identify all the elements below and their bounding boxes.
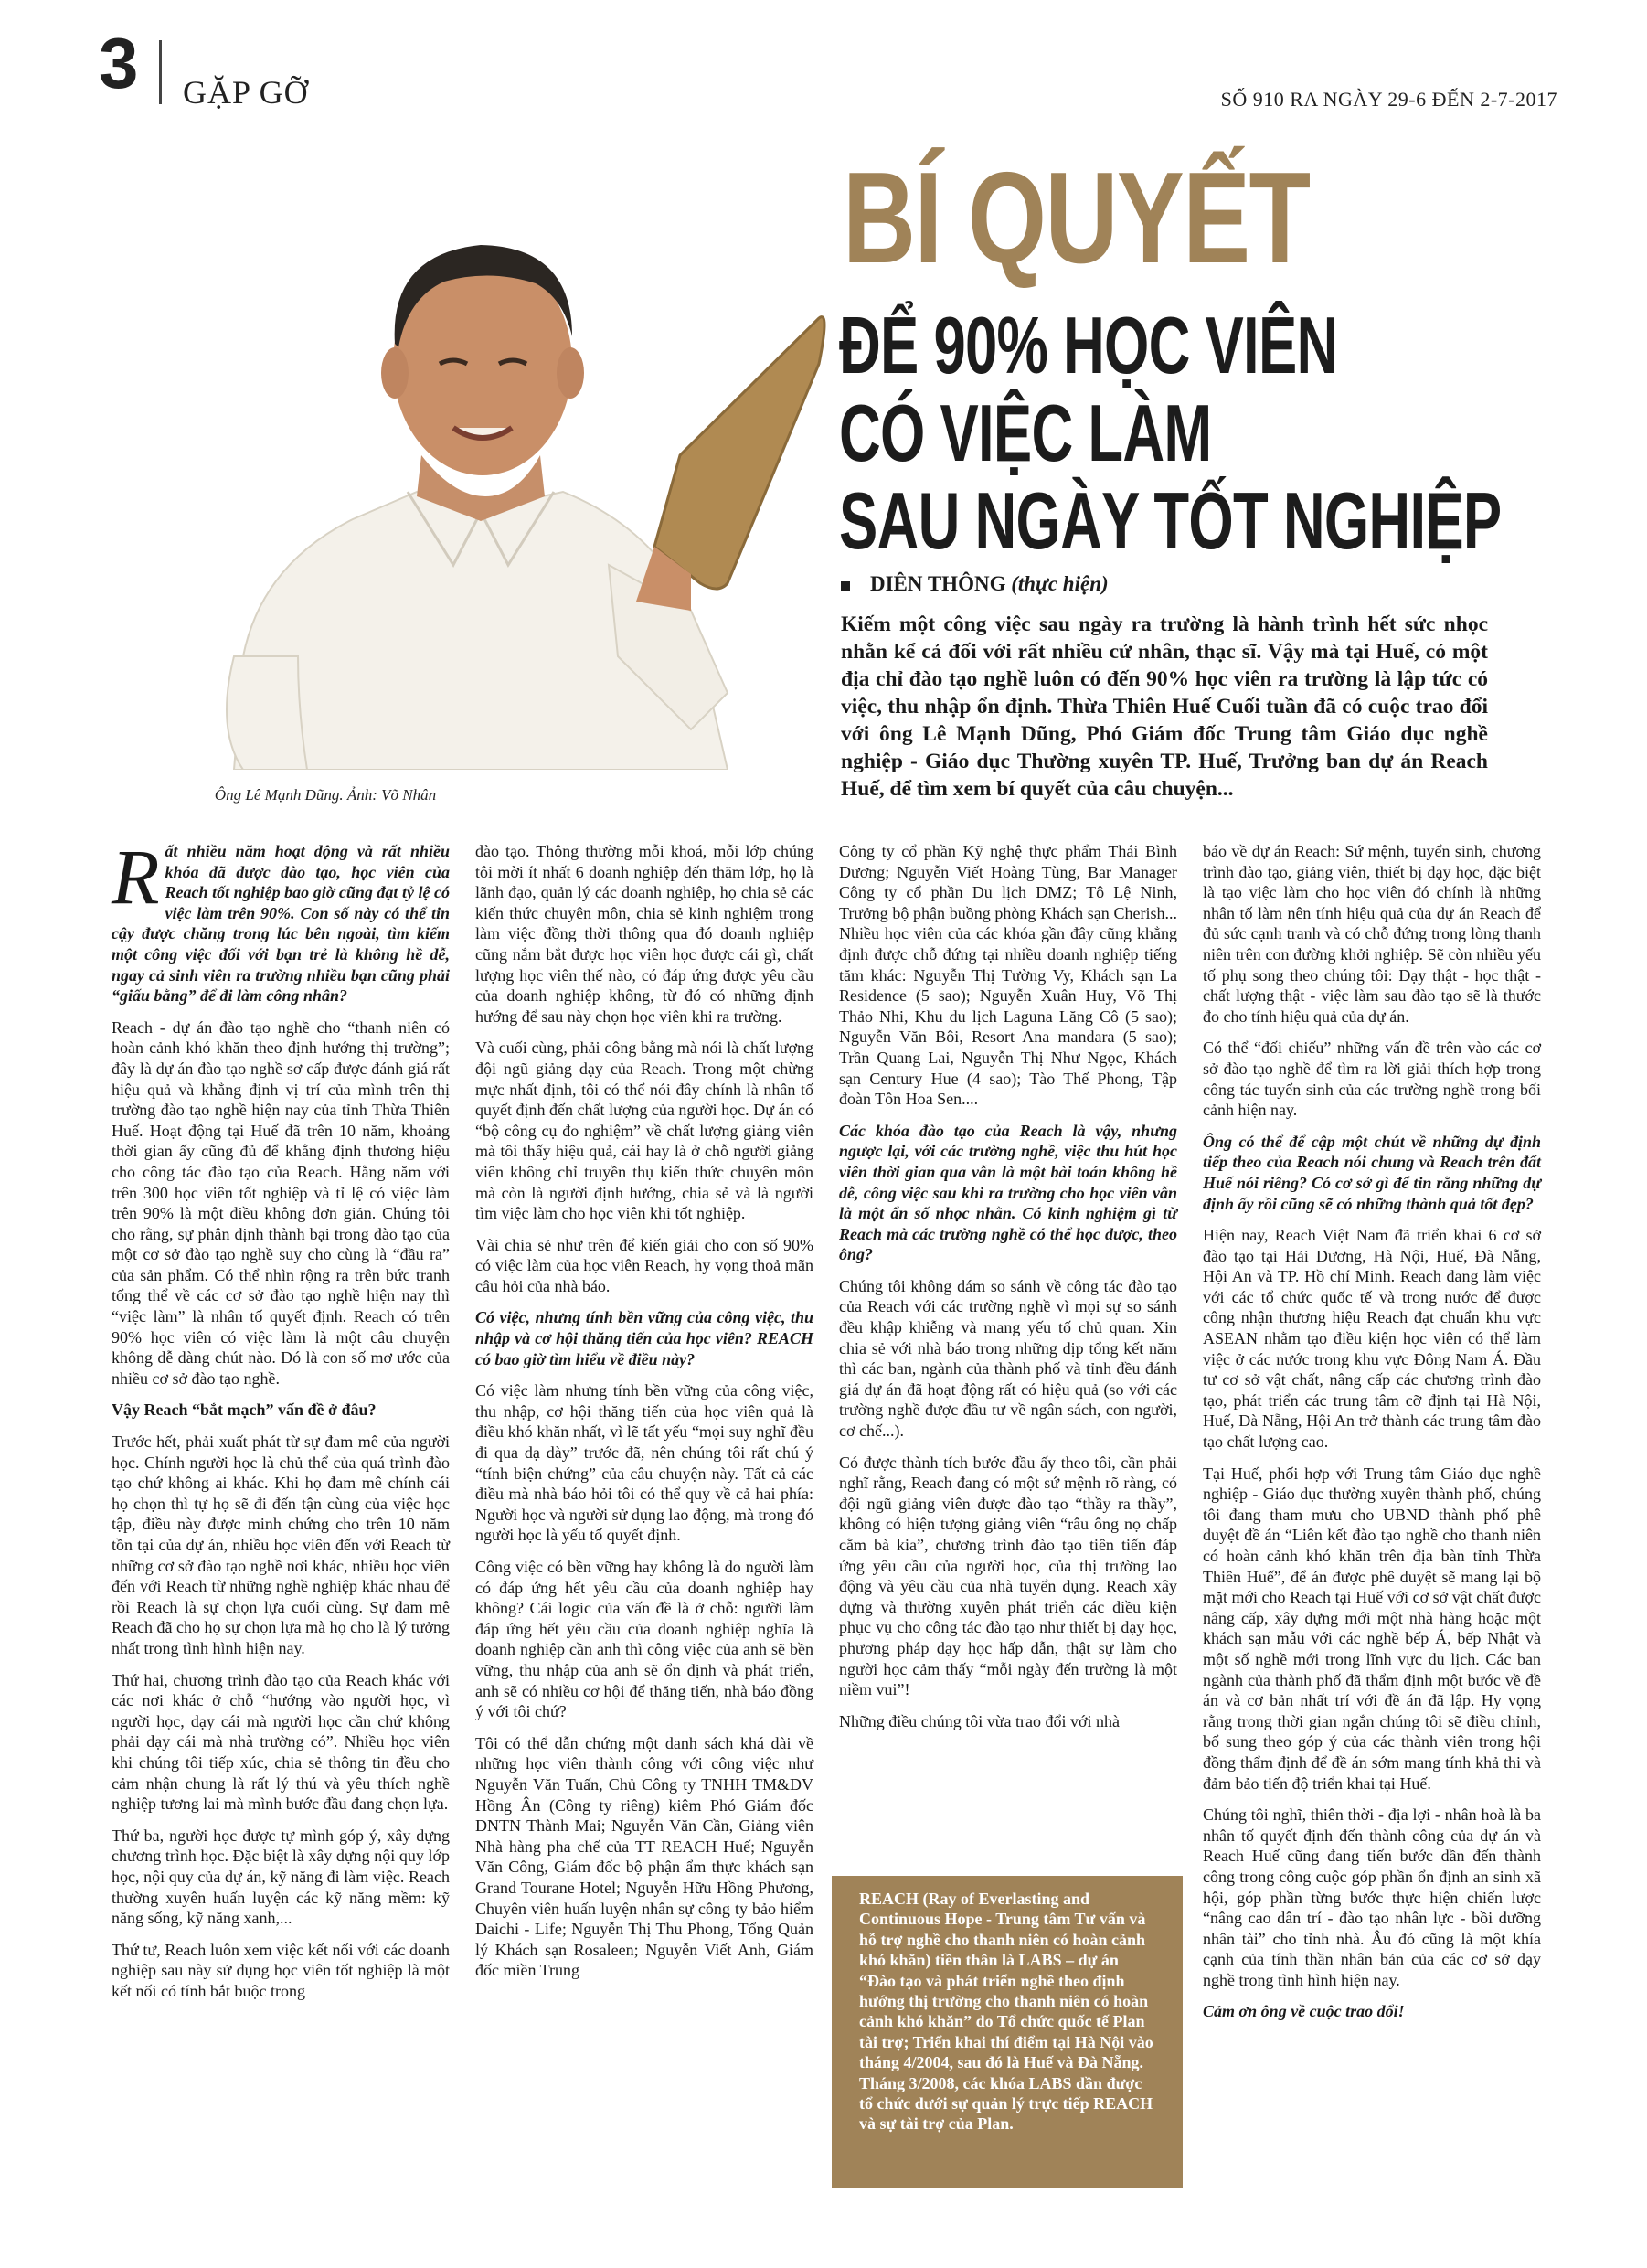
body-column-4 xyxy=(1203,841,1541,2033)
paragraph: Công việc có bền vững hay không là do người làm có đáp ứng hết yêu cầu của doanh nghiệp hay không? Cái logic của vấn đề là ở chỗ: người làm đáp ứng hết yêu cầu của doanh nghiệp nghĩa là doanh nghiệp cần anh thì công việc của anh sẽ bền vững, thu nhập của anh sẽ ổn định và phát triển, anh sẽ có nhiều cơ hội để thăng tiến, nhà báo đồng ý với tôi chứ? xyxy=(475,1558,813,1721)
header-divider xyxy=(159,40,162,104)
paragraph: Thứ tư, Reach luôn xem việc kết nối với các doanh nghiệp sau này sử dụng học viên tốt nghiệp là một kết nối có tính bắt buộc trong xyxy=(112,1940,450,2000)
paragraph: Trước hết, phải xuất phát từ sự đam mê của người học. Chính người học là chủ thể của quá trình đào tạo chứ không ai khác. Khi họ đam mê chính cái họ chọn thì tự họ sẽ đi đến tận cùng của việc học tập, điều này được minh chứng cho trên 10 năm tồn tại của dự án, nhiều học viên đến với Reach từ những cơ sở đào tạo nghề nơi khác, nhiều học viên đến với Reach từ những nghề nghiệp khác nhau để rồi Reach là sự chọn lựa cuối cùng. Sự đam mê Reach đã cho họ sự chọn lựa mà họ cho là lý tưởng nhất trong tình hình hiện nay. xyxy=(112,1432,450,1657)
portrait-photo xyxy=(179,181,830,770)
headline-sub xyxy=(839,302,1501,565)
headline-sub-line-2: CÓ VIỆC LÀM xyxy=(839,388,1212,478)
paragraph: Hiện nay, Reach Việt Nam đã triển khai 6 cơ sở đào tạo tại Hải Dương, Hà Nội, Huế, Đà Nẵng, Hội An và TP. Hồ chí Minh. Reach đang làm việc với các tổ chức quốc tế và trong nước để được công nhận thương hiệu Reach đạt chuẩn khu vực ASEAN nhằm tạo điều kiện học viên có thể làm việc ở các nước trong khu vực Đông Nam Á. Đầu tư cơ sở vật chất, nâng cấp các chương trình đào tạo, phát triển các trung tâm cỡ định tại Hà Nội, Huế, Đà Nẵng, Hội An trở thành các trung tâm đào tạo chất lượng cao. xyxy=(1203,1226,1541,1452)
paragraph: báo về dự án Reach: Sứ mệnh, tuyển sinh, chương trình đào tạo, giảng viên, thiết bị dạy học, đặc biệt là tạo việc làm cho học viên đó chính là những nhân tố làm nên tính hiệu quả của dự án Reach để đủ sức cạnh tranh và có chỗ đứng trong lòng thanh niên trên con đường khởi nghiệp. Sẽ còn nhiều yếu tố phụ song theo chúng tôi: Dạy thật - học thật - chất lượng thật - việc làm sau đào tạo sẽ là thước đo cho tính hiệu quả của dự án. xyxy=(1203,842,1541,1026)
paragraph: Thứ ba, người học được tự mình góp ý, xây dựng chương trình học. Đặc biệt là xây dựng nội quy lớp học, nội quy của dự án, kỹ năng đi làm việc. Reach thường xuyên huấn luyện các kỹ năng mềm: kỹ năng sống, kỹ năng xanh,... xyxy=(112,1826,450,1928)
paragraph: Công ty cổ phần Kỹ nghệ thực phẩm Thái Bình Dương; Nguyễn Viết Hoàng Tùng, Bar Manager Công ty cổ phần Du lịch DMZ; Tô Lệ Ninh, Trưởng bộ phận buồng phòng Khách sạn Cherish... Nhiều học viên của các khóa gần đây cũng khẳng định được chỗ đứng tại nhiều doanh nghiệp tiếng tăm khác: Nguyễn Thị Tường Vy, Khách sạn La Residence (5 sao); Nguyễn Xuân Huy, Võ Thị Thảo Nhi, Khu du lịch Laguna Lăng Cô (5 sao); Nguyễn Văn Bôi, Resort Ana mandara (5 sao); Trần Quang Lai, Nguyễn Thị Như Ngọc, Khách sạn Century Hue (4 sao); Tào Thế Phong, Tập đoàn Tôn Hoa Sen.... xyxy=(839,842,1177,1109)
paragraph: Reach - dự án đào tạo nghề cho “thanh niên có hoàn cảnh khó khăn theo định hướng thị trường”; đây là dự án đào tạo nghề sơ cấp được đánh giá rất hiệu quả và khẳng định vị trí của mình trên thị trường đào tạo nghề hiện nay của tỉnh Thừa Thiên Huế. Hoạt động tại Huế đã trên 10 năm, khoảng thời gian ấy cũng đủ để khẳng định thương hiệu cho công tác đào tạo của Reach. Hằng năm với trên 300 học viên tốt nghiệp và tỉ lệ có việc làm trên 90% là một điều không đơn giản. Chúng tôi cho rằng, sự phân định thành bại trong đào tạo của một cơ sở đào tạo nghề suy cho cùng là “đầu ra” của sản phẩm. Có thể nhìn rộng ra trên bức tranh tổng thể về các cơ sở đào tạo nghề hiện nay thì “việc làm” là nhân tố quyết định. Reach có trên 90% học viên có việc làm là một câu chuyện không dễ dàng chút nào. Đó là con số mơ ước của nhiều cơ sở đào tạo nghề. xyxy=(112,1017,450,1388)
portrait-illustration xyxy=(179,181,830,770)
headline-main: BÍ QUYẾT xyxy=(843,145,1310,291)
paragraph: đào tạo. Thông thường mỗi khoá, mỗi lớp chúng tôi mời ít nhất 6 doanh nghiệp đến thăm lớp, họ là lãnh đạo, quản lý các doanh nghiệp, họ chia sẻ các kiến thức chuyên môn, chia sẻ kinh nghiệm trong làm việc đồng thời thông qua đó doanh nghiệp cũng nắm bắt được học viên học được cái gì, chất lượng học viên thế nào, có đáp ứng được yêu cầu của doanh nghiệp không, từ đó có những định hướng để sau này chọn học viên khi ra trường. xyxy=(475,842,813,1026)
drop-cap: R xyxy=(112,833,160,921)
paragraph: Thứ hai, chương trình đào tạo của Reach khác với các nơi khác ở chỗ “hướng vào người học, vì người học, dạy cái mà người học cần chứ không phải dạy cái mà nhà trường có”. Nhiều học viên khi chúng tôi tiếp xúc, chia sẻ thông tin đều cho cảm nhận chung là rất lý thú và yêu thích nghề nghiệp tương lai mà mình bước đầu đang chọn lựa. xyxy=(112,1670,450,1814)
info-box: REACH (Ray of Everlasting and Continuous Hope - Trung tâm Tư vấn và hỗ trợ nghề cho thanh niên có hoàn cảnh khó khăn) tiền thân là LABS – dự án “Đào tạo và phát triển nghề theo định hướng thị trường cho thanh niên có hoàn cảnh khó khăn” do Tổ chức quốc tế Plan tài trợ; Triển khai thí điểm tại Hà Nội vào tháng 4/2004, sau đó là Huế và Đà Nẵng. Tháng 3/2008, các khóa LABS dần được tổ chức dưới sự quản lý trực tiếp REACH và sự tài trợ của Plan. xyxy=(832,1876,1183,2188)
paragraph: Và cuối cùng, phải công bằng mà nói là chất lượng đội ngũ giảng dạy của Reach. Trong một chừng mực nhất định, tôi có thể nói đây chính là nhân tố quyết định đến chất lượng của người học. Dự án có “bộ công cụ đo nghiệm” về chất lượng giảng viên mà tôi thấy hiệu quả, cái hay là ở chỗ người giảng viên không chỉ truyền thụ kiến thức chuyên môn mà còn là người định hướng, chia sẻ và là người tìm việc làm cho học viên khi tốt nghiệp. xyxy=(475,1038,813,1223)
subheading: Vậy Reach “bắt mạch” vấn đề ở đâu? xyxy=(112,1400,377,1420)
lead-paragraph: Kiếm một công việc sau ngày ra trường là hành trình hết sức nhọc nhằn kể cả đối với rất nhiều cử nhân, thạc sĩ. Vậy mà tại Huế, có một địa chỉ đào tạo nghề luôn có đến 90% học viên ra trường là lập tức có việc, thu nhập ổn định. Thừa Thiên Huế Cuối tuần đã có cuộc trao đổi với ông Lê Mạnh Dũng, Phó Giám đốc Trung tâm Giáo dục nghề nghiệp - Giáo dục Thường xuyên TP. Huế, Trưởng ban dự án Reach Huế, để tìm xem bí quyết của câu chuyện... xyxy=(841,612,1488,801)
interview-question: Các khóa đào tạo của Reach là vậy, nhưng ngược lại, với các trường nghề, việc thu hút học viên thời gian qua vẫn là một bài toán không hề dễ, công việc sau khi ra trường cho học viên vẫn là một ẩn số nhọc nhằn. Có kinh nghiệm gì từ Reach mà các trường nghề có thể học được, theo ông? xyxy=(839,1121,1177,1264)
closing-thanks: Cảm ơn ông về cuộc trao đổi! xyxy=(1203,2002,1405,2021)
issue-date: SỐ 910 RA NGÀY 29-6 ĐẾN 2-7-2017 xyxy=(1220,88,1557,111)
intro-question-text: ất nhiều năm hoạt động và rất nhiều khóa đã được đào tạo, học viên của Reach tốt nghiệp bao giờ cũng đạt tỷ lệ có việc làm trên 90%. Con số này có thể tin cậy được chăng trong lúc bên ngoài, tìm kiếm một công việc đối với bạn trẻ là không hề dễ, ngay cả sinh viên ra trường nhiều bạn cũng phải “giấu bằng” để đi làm công nhân? xyxy=(112,842,450,1006)
paragraph: Vài chia sẻ như trên để kiến giải cho con số 90% có việc làm của học viên Reach, hy vọng thoả mãn câu hỏi của nhà báo. xyxy=(475,1235,813,1295)
paragraph: Có việc làm nhưng tính bền vững của công việc, thu nhập, cơ hội thăng tiến của học viên quả là điều khó khăn nhất, vì lẽ tất yếu “mọi suy nghĩ đều đi qua dạ dày” trước đã, nên chúng tôi rất chú ý “tính biện chứng” của câu chuyện này. Tất cả các điều mà nhà báo hỏi tôi có thể quy về cả hai phía: Người học và người sử dụng lao động, mà trong đó người học là yếu tố quyết định. xyxy=(475,1381,813,1545)
intro-question xyxy=(112,833,450,1006)
body-column-3 xyxy=(839,841,1177,1742)
headline-sub-line-1: ĐỂ 90% HỌC VIÊN xyxy=(839,300,1338,390)
byline xyxy=(841,572,1109,596)
body-column-1 xyxy=(112,833,450,2012)
paragraph: Có thể “đối chiếu” những vấn đề trên vào các cơ sở đào tạo nghề để tìm ra lời giải thích hợp trong công tác tuyển sinh của các trường nghề trong bối cảnh hiện nay. xyxy=(1203,1038,1541,1120)
paragraph: Chúng tôi không dám so sánh về công tác đào tạo của Reach với các trường nghề vì mọi sự so sánh đều khập khiễng và mang yếu tố chủ quan. Xin chia sẻ với nhà báo trong những dịp tổng kết năm thì các ban, ngành của thành phố và tỉnh đều đánh giá dự án đã hoạt động rất có hiệu quả (so với các trường nghề được đầu tư về ngân sách, con người, cơ chế...). xyxy=(839,1276,1177,1441)
section-title: GẶP GỠ xyxy=(183,74,309,111)
headline-sub-line-3: SAU NGÀY TỐT NGHIỆP xyxy=(839,475,1502,566)
paragraph: Có được thành tích bước đầu ấy theo tôi, cần phải nghĩ rằng, Reach đang có một sứ mệnh rõ ràng, có đội ngũ giảng viên được đào tạo “thầy ra thầy”, không có hiện tượng giảng viên “râu ông nọ chấp cằm bà kia”, chương trình đào tạo tiên tiến đáp ứng yêu cầu của người học, của thị trường lao động và yêu cầu của nhà tuyển dụng. Reach xây dựng và thường xuyên phát triển các điều kiện phục vụ cho công tác đào tạo như thiết bị dạy học, phương pháp dạy học hấp dẫn, thật sự làm cho người học cảm thấy “mỗi ngày đến trường là một niềm vui”! xyxy=(839,1453,1177,1699)
paragraph: Những điều chúng tôi vừa trao đổi với nhà xyxy=(839,1711,1120,1730)
paragraph: Chúng tôi nghĩ, thiên thời - địa lợi - nhân hoà là ba nhân tố quyết định đến thành công của dự án và Reach Huế cũng đang tiến bước dần đến thành công trong công cuộc góp phần ổn định an sinh xã hội, góp phần từng bước thực hiện chiến lược “nâng cao dân trí - đào tạo nhân lực - bồi dưỡng nhân tài” cho tỉnh nhà. Âu đó cũng là một khía cạnh của tính thần nhân bản của các cơ sở dạy nghề trong tình hình hiện nay. xyxy=(1203,1805,1541,1989)
page-number: 3 xyxy=(99,23,139,103)
bullet-square-icon xyxy=(841,581,850,591)
interview-question: Có việc, nhưng tính bền vững của công việc, thu nhập và cơ hội thăng tiến của học viên? REACH có bao giờ tìm hiểu về điều này? xyxy=(475,1308,813,1368)
byline-role: (thực hiện) xyxy=(1011,572,1109,595)
interview-question: Ông có thể để cập một chút về những dự định tiếp theo của Reach nói chung và Reach trên đất Huế nói riêng? Có cơ sở gì để tin rằng những dự định ấy rồi cũng sẽ có những thành quả tốt đẹp? xyxy=(1203,1132,1541,1213)
photo-caption: Ông Lê Mạnh Dũng. Ảnh: Võ Nhân xyxy=(214,786,437,804)
paragraph: Tôi có thể dẫn chứng một danh sách khá dài về những học viên thành công với công việc như Nguyễn Văn Tuấn, Chủ Công ty TNHH TM&DV Hồng Ân (Công ty riêng) kiêm Phó Giám đốc DNTN Thành Mai; Nguyễn Văn Cần, Giảng viên Nhà hàng pha chế của TT REACH Huế; Nguyễn Văn Công, Giám đốc bộ phận ẩm thực khách sạn Grand Tourane Hotel; Nguyễn Hữu Hồng Phương, Chuyên viên huấn luyện nhân sự công ty bảo hiểm Daichi - Life; Nguyễn Thị Thu Phong, Tổng Quản lý Khách sạn Rosaleen; Nguyễn Viết Anh, Giám đốc miền Trung xyxy=(475,1733,813,1980)
byline-author: DIÊN THÔNG xyxy=(870,572,1006,595)
body-column-2 xyxy=(475,841,813,1992)
paragraph: Tại Huế, phối hợp với Trung tâm Giáo dục nghề nghiệp - Giáo dục thường xuyên thành phố, chúng tôi đang tham mưu cho UBND thành phố phê duyệt đề án “Liên kết đào tạo nghề cho thanh niên có hoàn cảnh khó khăn trên địa bàn tỉnh Thừa Thiên Huế”, để án được phê duyệt sẽ mang lại bộ mặt mới cho Reach tại Huế với cơ sở vật chất được nâng cấp, xây dựng mới một nhà hàng hoặc một khách sạn mẫu với các nghề bếp Á, bếp Nhật và một số nghề mới trong lĩnh vực du lịch. Các ban ngành của thành phố đã thẩm định một bước về đề án và cơ bản nhất trí với đề án đã lập. Hy vọng rằng trong thời gian ngắn chúng tôi sẽ điều chỉnh, bổ sung theo góp ý của các thành viên trong hội đồng thẩm định để đề án sớm mang tính khả thi và đảm bảo tiến độ triển khai tại Huế. xyxy=(1203,1464,1541,1793)
